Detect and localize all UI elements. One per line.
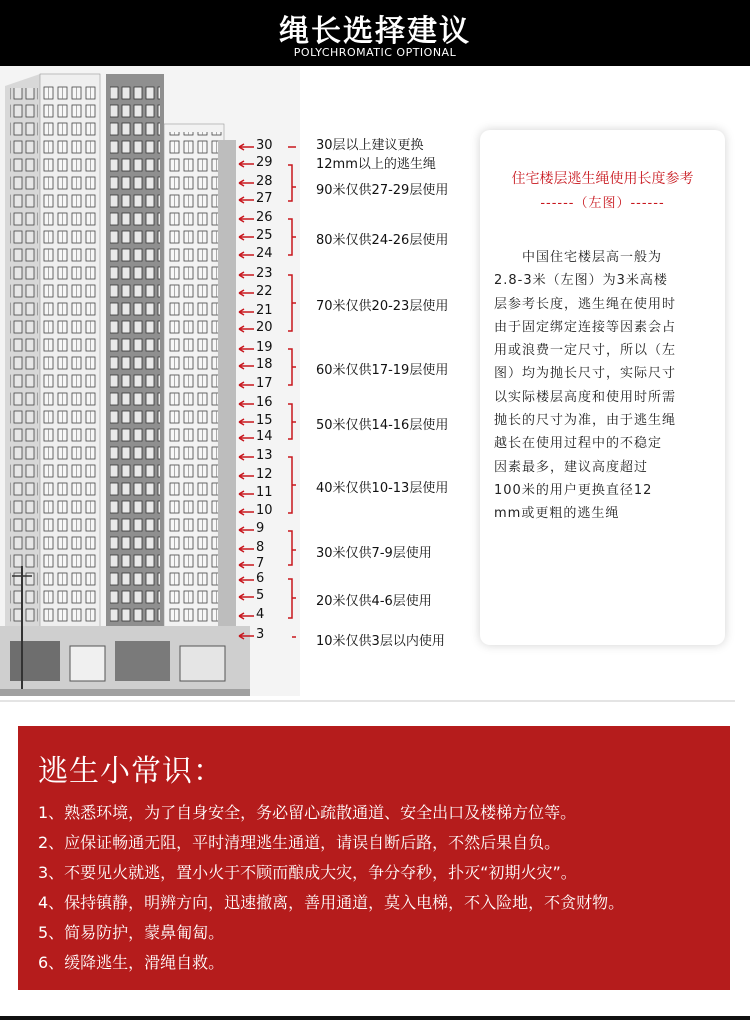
- floor-number: 26: [256, 210, 273, 225]
- floor-number: 16: [256, 395, 273, 410]
- usage-label-30plus: [316, 134, 436, 172]
- usage-label-80m: 80米仅供24-26层使用: [316, 233, 449, 248]
- reference-line: 用或浪费一定尺寸，所以（左: [494, 343, 677, 359]
- floor-number: 17: [256, 376, 273, 391]
- reference-line: 层参考长度，逃生绳在使用时: [494, 296, 677, 312]
- floor-number: 28: [256, 174, 273, 189]
- floor-number: 3: [256, 627, 265, 642]
- floor-number: 25: [256, 228, 273, 243]
- usage-label-70m: 70米仅供20-23层使用: [316, 299, 449, 314]
- reference-line: 抛长的尺寸为准，由于逃生绳: [494, 413, 677, 429]
- reference-line: 因素最多，建议高度超过: [494, 459, 649, 475]
- floor-number: 29: [256, 155, 273, 170]
- usage-label-50m: 50米仅供14-16层使用: [316, 418, 449, 433]
- floor-number: 5: [256, 588, 265, 603]
- floor-number: 22: [256, 284, 273, 299]
- usage-label-90m: 90米仅供27-29层使用: [316, 183, 449, 198]
- usage-line: 30层以上建议更换: [316, 138, 424, 153]
- usage-label-20m: 20米仅供4-6层使用: [316, 594, 432, 609]
- reference-subtitle: ------（左图）------: [540, 196, 665, 211]
- tip-item: 4、保持镇静，明辨方向，迅速撤离，善用通道，莫入电梯，不入险地，不贪财物。: [38, 893, 625, 912]
- floor-number: 6: [256, 571, 265, 586]
- page-title: 绳长选择建议: [279, 14, 471, 49]
- header-banner: [0, 0, 750, 66]
- reference-line: mm或更粗的逃生绳: [494, 506, 620, 522]
- floor-number: 10: [256, 503, 273, 518]
- floor-number: 7: [256, 556, 265, 571]
- usage-label-30m: 30米仅供7-9层使用: [316, 546, 432, 561]
- reference-line: 由于固定绑定连接等因素会占: [494, 319, 677, 335]
- floor-number: 24: [256, 246, 273, 261]
- tip-item: 1、熟悉环境，为了自身安全，务必留心疏散通道、安全出口及楼梯方位等。: [38, 803, 577, 822]
- section-divider: [0, 700, 735, 702]
- usage-label-60m: 60米仅供17-19层使用: [316, 363, 449, 378]
- reference-line: 中国住宅楼层高一般为: [522, 250, 663, 265]
- floor-number: 11: [256, 485, 273, 500]
- reference-body: [494, 246, 716, 526]
- page-subtitle: POLYCHROMATIC OPTIONAL: [293, 46, 457, 59]
- floor-number: 20: [256, 320, 273, 335]
- reference-line: 图）均为抛长尺寸，实际尺寸: [494, 366, 677, 382]
- floor-number: 23: [256, 266, 273, 281]
- reference-line: 100米的用户更换直径12: [494, 482, 653, 498]
- floor-number: 18: [256, 357, 273, 372]
- reference-line: 越长在使用过程中的不稳定: [494, 436, 663, 452]
- reference-card: [480, 130, 725, 645]
- tip-item: 5、简易防护，蒙鼻匍匐。: [38, 923, 225, 942]
- usage-label-10m: 10米仅供3层以内使用: [316, 634, 445, 649]
- reference-title: 住宅楼层逃生绳使用长度参考: [511, 171, 694, 187]
- reference-line: 以实际楼层高度和使用时所需: [494, 389, 677, 405]
- floor-number: 15: [256, 413, 273, 428]
- floor-number: 30: [256, 138, 273, 153]
- floor-number: 9: [256, 521, 265, 536]
- usage-line: 12mm以上的逃生绳: [316, 157, 436, 172]
- reference-line: 2.8-3米（左图）为3米高楼: [494, 273, 668, 289]
- tip-item: 3、不要见火就逃，置小火于不顾而酿成大灾，争分夺秒，扑灭“初期火灾”。: [38, 863, 577, 882]
- tip-item: 6、缓降逃生，滑绳自救。: [38, 953, 225, 972]
- tip-item: 2、应保证畅通无阻，平时清理逃生通道，请误自断后路，不然后果自负。: [38, 833, 561, 852]
- floor-number: 13: [256, 448, 273, 463]
- floor-number: 27: [256, 191, 273, 206]
- floor-number: 8: [256, 540, 265, 555]
- floor-number: 14: [256, 429, 273, 444]
- floor-number: 19: [256, 340, 273, 355]
- safety-tips-panel: [18, 726, 730, 990]
- tips-heading: 逃生小常识：: [38, 754, 224, 789]
- floor-number: 12: [256, 467, 273, 482]
- floor-number: 21: [256, 303, 273, 318]
- bottom-rule: [0, 1016, 750, 1020]
- floor-number: 4: [256, 607, 265, 622]
- usage-label-40m: 40米仅供10-13层使用: [316, 481, 449, 496]
